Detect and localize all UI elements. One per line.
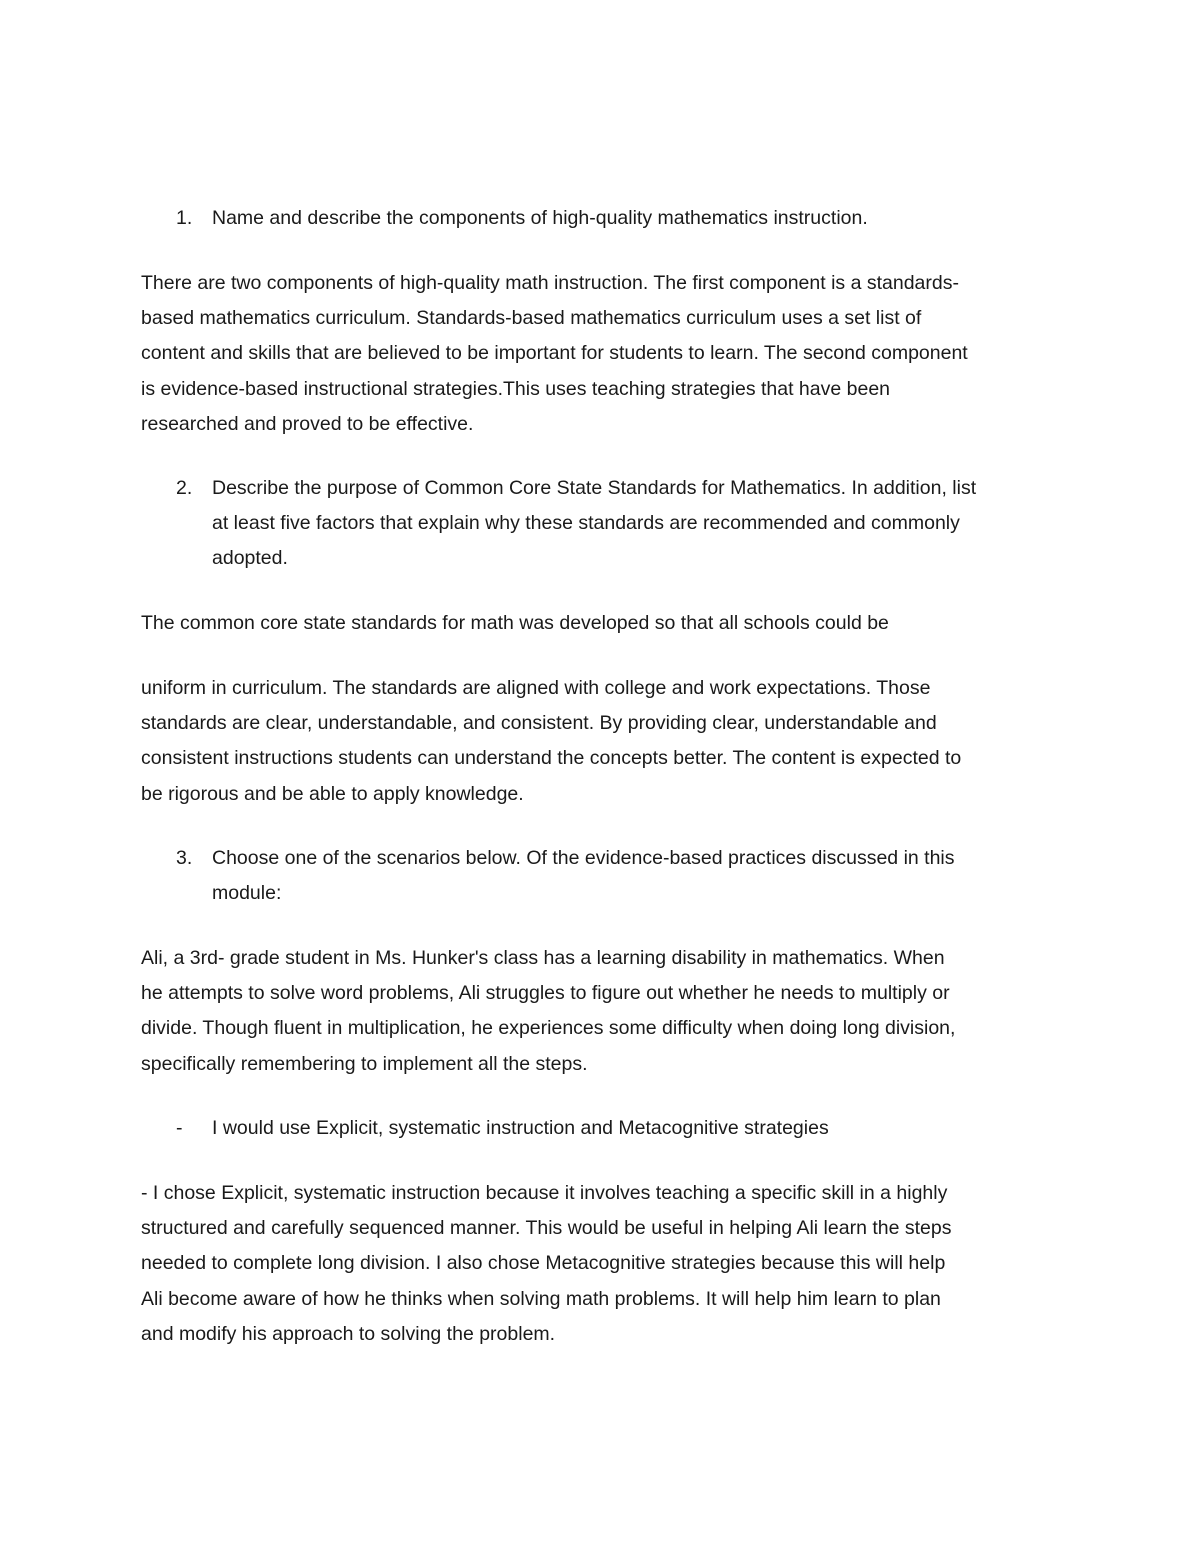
text-line: Ali, a 3rd- grade student in Ms. Hunker's class has a learning disability in mathematics. When <box>141 947 945 969</box>
list-number: 2. <box>176 477 193 499</box>
question-text <box>212 841 955 911</box>
answer-1-paragraph <box>141 266 1071 442</box>
text-line: be rigorous and be able to apply knowledge. <box>141 782 524 805</box>
answer-2-paragraph-a <box>141 606 1071 641</box>
text-line: divide. Though fluent in multiplication, he experiences some difficulty when doing long division, <box>141 1017 956 1040</box>
text-line: module: <box>212 882 282 905</box>
text-line: consistent instructions students can understand the concepts better. The content is expected to <box>141 747 962 770</box>
answer-3-paragraph <box>141 1176 1071 1352</box>
text-line: needed to complete long division. I also chose Metacognitive strategies because this will help <box>141 1252 946 1275</box>
text-line: specifically remembering to implement all the steps. <box>141 1052 588 1075</box>
text-line: adopted. <box>212 547 288 570</box>
text-line: at least five factors that explain why these standards are recommended and commonly <box>212 512 960 535</box>
question-text <box>212 201 868 236</box>
text-line: researched and proved to be effective. <box>141 412 474 435</box>
text-line: uniform in curriculum. The standards are aligned with college and work expectations. Those <box>141 677 931 699</box>
text-line: - I chose Explicit, systematic instruction because it involves teaching a specific skill in a highly <box>141 1182 948 1204</box>
text-line: Describe the purpose of Common Core State Standards for Mathematics. In addition, list <box>212 477 977 499</box>
text-line: standards are clear, understandable, and consistent. By providing clear, understandable and <box>141 712 937 735</box>
list-number: 3. <box>176 847 193 869</box>
text-line: Name and describe the components of high-quality mathematics instruction. <box>212 207 868 229</box>
text-line: structured and carefully sequenced manner. This would be useful in helping Ali learn the steps <box>141 1217 952 1240</box>
text-line: he attempts to solve word problems, Ali struggles to figure out whether he needs to multiply or <box>141 982 950 1005</box>
list-number: 1. <box>176 207 193 229</box>
text-line: I would use Explicit, systematic instruction and Metacognitive strategies <box>212 1117 829 1139</box>
bullet-text <box>212 1111 829 1146</box>
text-line: The common core state standards for math was developed so that all schools could be <box>141 612 889 634</box>
text-line: is evidence-based instructional strategies.This uses teaching strategies that have been <box>141 377 891 400</box>
text-line: and modify his approach to solving the problem. <box>141 1322 556 1345</box>
text-line: content and skills that are believed to be important for students to learn. The second component <box>141 342 968 365</box>
scenario-paragraph <box>141 941 1071 1082</box>
text-line: There are two components of high-quality math instruction. The first component is a standards- <box>141 272 959 294</box>
answer-2-paragraph-b <box>141 671 1071 812</box>
question-text <box>212 471 976 577</box>
text-line: Choose one of the scenarios below. Of the evidence-based practices discussed in this <box>212 847 955 869</box>
text-line: Ali become aware of how he thinks when solving math problems. It will help him learn to plan <box>141 1287 941 1310</box>
text-line: based mathematics curriculum. Standards-based mathematics curriculum uses a set list of <box>141 307 922 330</box>
bullet-marker: - <box>176 1117 183 1139</box>
